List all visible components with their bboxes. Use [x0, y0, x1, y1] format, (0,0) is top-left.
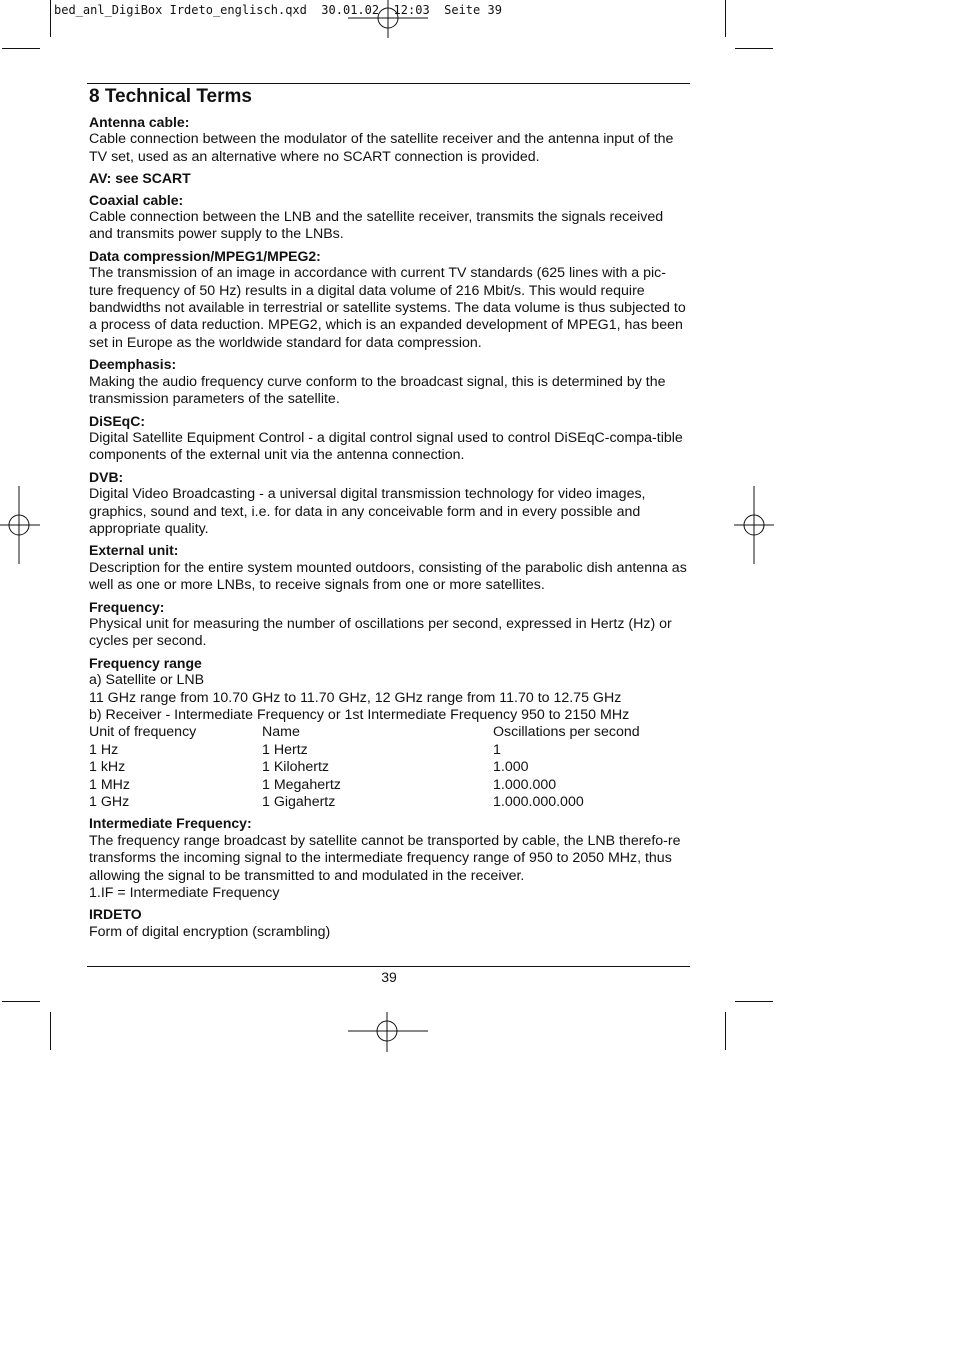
glossary-term: IRDETO	[89, 906, 142, 923]
definition-line: Form of digital encryption (scrambling)	[89, 923, 331, 940]
table-cell: 1.000.000	[493, 776, 557, 793]
definition-line: The transmission of an image in accordance with current TV standards (625 lines with a pic-ture frequency of 50 Hz) results in a digital data volume of 216 Mbit/s. This would require bandwidths not available in terrestrial or satellite systems. The data volume is thus subjected to a process of data reduction. MPEG2, which is an expanded development of MPEG1, has been set in Europe as the worldwide standard for data compression.	[89, 265, 686, 351]
table-header-cell: Oscillations per second	[493, 724, 640, 741]
glossary-definition	[89, 430, 690, 465]
glossary-term: Frequency range	[89, 654, 202, 671]
glossary-definition	[89, 209, 690, 244]
definition-line: 11 GHz range from 10.70 GHz to 11.70 GHz, 12 GHz range from 11.70 to 12.75 GHz	[89, 689, 622, 706]
header-rule	[87, 83, 690, 84]
glossary-term: AV: see SCART	[89, 170, 191, 187]
crop-mark-bottom-left-vertical	[50, 1012, 51, 1050]
glossary-term: Antenna cable:	[89, 114, 190, 130]
registration-mark-right-icon	[734, 486, 774, 564]
definition-line: 1.IF = Intermediate Frequency	[89, 885, 280, 902]
registration-mark-bottom-icon	[348, 1012, 428, 1052]
glossary-definition	[89, 486, 690, 538]
glossary-entry	[89, 248, 690, 352]
glossary-entry	[89, 599, 690, 651]
glossary-entry	[89, 114, 690, 166]
crop-mark-top-left-horizontal	[2, 48, 40, 49]
glossary-entry	[89, 542, 690, 594]
glossary-entry	[89, 815, 690, 902]
footer-rule	[87, 966, 690, 967]
table-cell: 1 GHz	[89, 794, 130, 811]
glossary-term: Coaxial cable:	[89, 191, 184, 208]
definition-line: Digital Satellite Equipment Control - a digital control signal used to control DiSEqC-compa-tible components of the external unit via the antenna connection.	[89, 429, 683, 464]
table-cell: 1.000.000.000	[493, 794, 584, 811]
crop-mark-top-left-vertical	[50, 0, 51, 37]
registration-mark-top-icon	[348, 0, 428, 38]
printer-slug: bed_anl_DigiBox Irdeto_englisch.qxd 30.01.02 12:03 Seite 39	[54, 3, 502, 17]
glossary-entry	[89, 469, 690, 539]
table-cell: 1 Hz	[89, 741, 119, 758]
definition-line: Digital Video Broadcasting - a universal digital transmission technology for video images, graphics, sound and text, i.e. for data in any conceivable form and in every possible and appropriate quality.	[89, 486, 646, 537]
crop-mark-bottom-right-vertical	[725, 1012, 726, 1050]
glossary-definition	[89, 560, 690, 595]
definition-line: a) Satellite or LNB	[89, 672, 205, 689]
glossary-term: DiSEqC:	[89, 412, 145, 429]
table-cell: 1 Gigahertz	[262, 794, 336, 811]
glossary-term: Data compression/MPEG1/MPEG2:	[89, 247, 321, 264]
definition-line: Physical unit for measuring the number of oscillations per second, expressed in Hertz (Hz) or cycles per second.	[89, 615, 672, 650]
glossary-entry	[89, 906, 690, 941]
table-cell: 1 kHz	[89, 759, 126, 776]
table-cell: 1 MHz	[89, 776, 130, 793]
glossary-entry	[89, 170, 690, 187]
glossary-definition	[89, 374, 690, 409]
glossary-definition	[89, 265, 690, 352]
glossary-definition	[89, 833, 690, 903]
table-cell: 1 Megahertz	[262, 776, 341, 793]
definition-line: Description for the entire system mounted outdoors, consisting of the parabolic dish antenna as well as one or more LNBs, to receive signals from one or more satellites.	[89, 559, 687, 594]
registration-mark-left-icon	[0, 486, 40, 564]
definition-line: Cable connection between the LNB and the satellite receiver, transmits the signals received and transmits power supply to the LNBs.	[89, 209, 664, 243]
glossary-term: DVB:	[89, 468, 124, 485]
crop-mark-bottom-right-horizontal	[735, 1001, 773, 1002]
glossary-entry	[89, 356, 690, 408]
page-number: 39	[381, 969, 397, 985]
definition-line: Cable connection between the modulator of the satellite receiver and the antenna input of the TV set, used as an alternative where no SCART connection is provided.	[89, 131, 674, 165]
glossary-list	[89, 114, 690, 941]
glossary-definition	[89, 924, 690, 941]
glossary-entry	[89, 655, 690, 812]
crop-mark-bottom-left-horizontal	[2, 1001, 40, 1002]
glossary-term: Intermediate Frequency:	[89, 815, 252, 832]
definition-line: Making the audio frequency curve conform to the broadcast signal, this is determined by the transmission parameters of the satellite.	[89, 373, 666, 408]
crop-mark-top-right-horizontal	[735, 48, 773, 49]
definition-line: b) Receiver - Intermediate Frequency or 1st Intermediate Frequency 950 to 2150 MHz	[89, 707, 630, 723]
glossary-definition	[89, 672, 690, 724]
glossary-definition	[89, 131, 690, 166]
frequency-unit-table	[89, 724, 690, 811]
glossary-term: Deemphasis:	[89, 356, 177, 373]
crop-mark-top-right-vertical	[725, 0, 726, 37]
glossary-definition	[89, 616, 690, 651]
table-header-cell: Name	[262, 724, 300, 741]
glossary-entry	[89, 192, 690, 244]
technical-terms-section	[89, 86, 690, 945]
glossary-term: Frequency:	[89, 598, 165, 615]
table-header-cell: Unit of frequency	[89, 724, 197, 741]
table-cell: 1 Kilohertz	[262, 759, 330, 776]
table-cell: 1	[493, 741, 501, 758]
table-cell: 1.000	[493, 759, 529, 776]
page-title: 8 Technical Terms	[89, 86, 252, 107]
glossary-entry	[89, 413, 690, 465]
table-cell: 1 Hertz	[262, 741, 308, 758]
glossary-term: External unit:	[89, 542, 179, 559]
definition-line: The frequency range broadcast by satellite cannot be transported by cable, the LNB therefo-re transforms the incoming signal to the intermediate frequency range of 950 to 2050 MHz, thus allowing the signal to be transmitted to and modulated in the receiver.	[89, 832, 681, 884]
